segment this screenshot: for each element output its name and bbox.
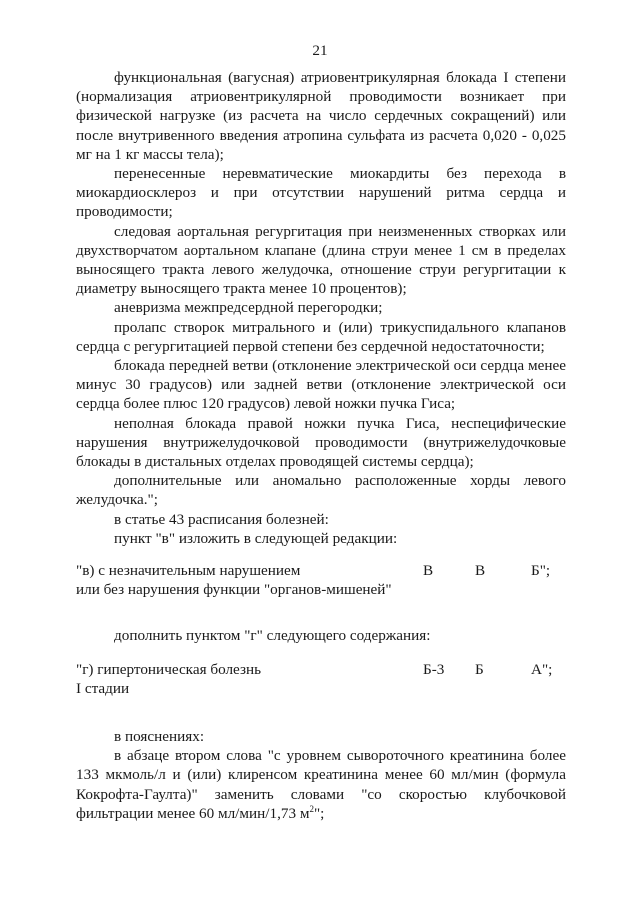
paragraph: пункт "в" изложить в следующей редакции: <box>114 529 398 547</box>
row-v-text: "в) с незначительным нарушением <box>76 562 301 580</box>
schedule-row-v <box>76 561 566 599</box>
paragraph: дополнить пунктом "г" следующего содержания: <box>114 627 431 645</box>
paragraph: дополнительные или аномально расположенные хорды левого желудочка."; <box>76 472 566 509</box>
row-v-col3: Б"; <box>531 562 551 580</box>
paragraph: пролапс створок митрального и (или) трикуспидального клапанов сердца с регургитацией первой степени без сердечной недостаточности; <box>76 318 566 355</box>
row-v-col2: В <box>475 562 486 580</box>
paragraph-text: в абзаце втором слова "с уровнем сывороточного креатинина более 133 мкмоль/л и (или) клиренсом креатинина менее 60 мл/мин (формула Кокрофта-Гаулта)" заменить словами "со скоростью клубочковой фильтрации менее 60 мл/мин/1,73 м <box>76 747 566 822</box>
schedule-row-g <box>76 660 566 698</box>
paragraph: в статье 43 расписания болезней: <box>114 510 329 528</box>
row-g-col3: А"; <box>531 660 553 678</box>
paragraph: неполная блокада правой ножки пучка Гиса, неспецифические нарушения внутрижелудочковой проводимости (внутрижелудочковые блокады в дистальных отделах проводящей системы сердца); <box>76 414 566 471</box>
paragraph-tail: "; <box>313 804 325 822</box>
row-v-col1: В <box>423 562 434 580</box>
paragraph: в пояснениях: <box>114 728 205 746</box>
paragraph: следовая аортальная регургитация при неизмененных створках или двухстворчатом аортальном клапане (длина струи менее 1 см в пределах выносящего тракта левого желудочка, отношение струи регургитации к диаметру выносящего тракта менее 10 процентов); <box>76 222 566 298</box>
paragraph: аневризма межпредсердной перегородки; <box>114 299 383 317</box>
row-g-col2: Б <box>475 660 484 678</box>
row-g-col1: Б-3 <box>423 660 445 678</box>
paragraph <box>76 746 566 823</box>
row-v-text-cont: или без нарушения функции "органов-мишеней" <box>76 581 392 599</box>
row-g-text-cont: I стадии <box>76 679 130 697</box>
superscript: 2 <box>309 803 314 814</box>
paragraph: перенесенные неревматические миокардиты без перехода в миокардиосклероз и при отсутствии нарушений ритма сердца и проводимости; <box>76 165 566 221</box>
document-body <box>76 68 566 823</box>
row-g-text: "г) гипертоническая болезнь <box>76 660 262 678</box>
paragraph: блокада передней ветви (отклонение электрической оси сердца менее минус 30 градусов) или задней ветви (отклонение электрической оси сердца более плюс 120 градусов) левой ножки пучка Гиса; <box>76 357 566 413</box>
page-number: 21 <box>312 42 328 59</box>
paragraph: функциональная (вагусная) атриовентрикулярная блокада I степени (нормализация атриовентрикулярной проводимости возникает при физической нагрузке (из расчета на число сердечных сокращений) или после внутривенного введения атропина сульфата из расчета 0,020 - 0,025 мг на 1 кг массы тела); <box>76 69 566 163</box>
